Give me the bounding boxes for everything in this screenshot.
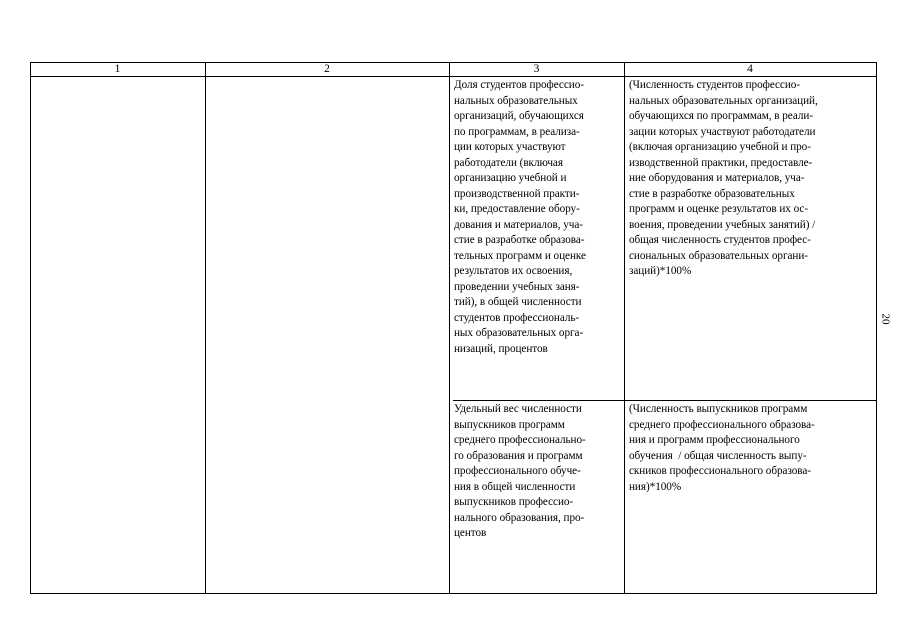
indicator-formula-cell: (Численность выпускников программ среднего профессионального образова- ния и программ профессионального обучения / общая численность выпу- скников профессионального образова- ния)*100% [629,403,815,493]
table-right-border [876,62,877,594]
table-left-border [30,62,31,594]
column-header-2: 2 [324,63,330,75]
indicator-name-cell: Удельный вес численности выпускников программ среднего профессионально- го образования и программ профессионального обуче- ния в общей численности выпускников профессио- нального образования, про- центов [454,403,586,539]
header-bottom-border [30,76,877,77]
column-divider-2 [449,62,450,594]
column-divider-3 [624,62,625,594]
indicator-name-cell: Доля студентов профессио- нальных образовательных организаций, обучающихся по программам, в реализа- ции которых участвуют работодатели (включая организацию учебной и производственной практи- ки, предоставление обору- дования и материалов, уча- стие в разработке образова- тельных программ и оценке результатов их освоения, проведении учебных заня- тий), в общей численности студентов профессиональ- ных образовательных орга- низаций, процентов [454,79,586,355]
indicator-formula-cell: (Численность студентов профессио- нальных образовательных организаций, обучающихся по программам, в реали- зации которых участвуют работодатели (включая организацию учебной и про- изводственной практики, предоставле- ние оборудования и материалов, уча- стие в разработке образовательных программ и оценке результатов их ос- воения, проведении учебных занятий) / общая численность студентов профес- сиональных образовательных органи- заций)*100% [629,79,818,277]
row-divider [453,400,877,401]
column-header-3: 3 [533,63,540,75]
page-number: 20 [879,313,892,325]
indicator-table [30,62,877,594]
column-header-1: 1 [114,63,121,75]
table-bottom-border [30,593,877,594]
column-header-4: 4 [747,63,753,75]
column-divider-1 [205,62,206,594]
